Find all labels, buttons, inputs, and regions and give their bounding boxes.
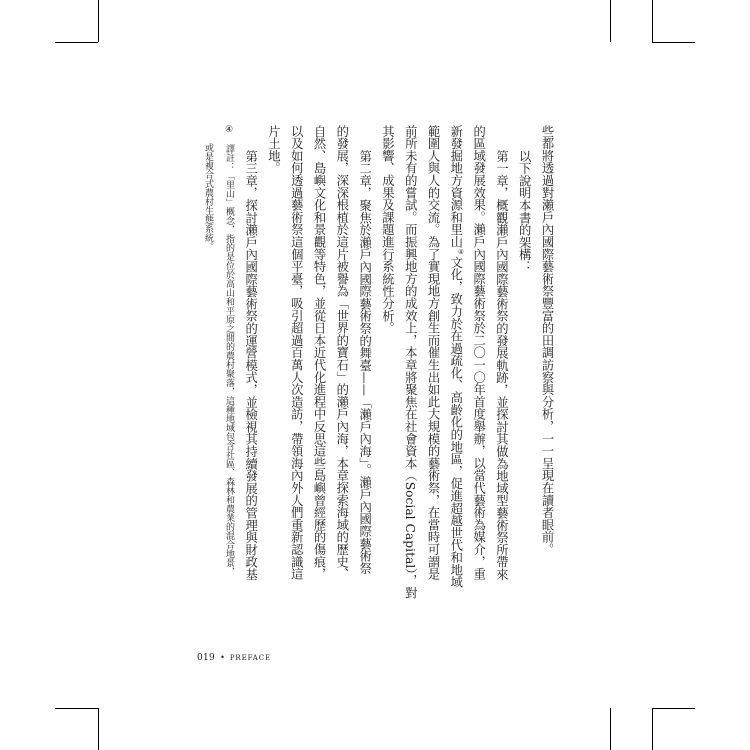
crop-mark bbox=[98, 0, 99, 42]
text-column: 其影響、成果及課題進行系統性分析。 bbox=[380, 125, 395, 335]
crop-mark bbox=[652, 708, 653, 750]
footnote bbox=[197, 125, 239, 605]
crop-mark bbox=[55, 708, 98, 709]
text-column: 第三章，探討瀨戶內國際藝術祭的運營模式，並檢視其持續發展的管理與財政基 bbox=[243, 149, 258, 581]
text-column: 第一章，概觀瀨戶內國際藝術祭的發展軌跡，並探討其做為地域型藝術祭所帶來 bbox=[494, 149, 509, 581]
text-column bbox=[444, 125, 467, 605]
footnote-column bbox=[218, 125, 239, 605]
text-column: 自然、島嶼文化和景觀等特色，並從日本近代化進程中反思這些島嶼曾經歷的傷痕， bbox=[312, 125, 327, 581]
text-column: 片土地。 bbox=[266, 125, 281, 175]
crop-mark bbox=[610, 708, 611, 750]
paragraph bbox=[535, 125, 558, 605]
paragraph-chapter-2 bbox=[262, 125, 376, 605]
text-column: 些都將透過對瀨戶內國際藝術祭豐富的田調訪察與分析，一一呈現在讀者眼前。 bbox=[540, 125, 554, 556]
crop-mark bbox=[652, 0, 653, 42]
crop-mark bbox=[98, 708, 99, 750]
text-column: 以下說明本書的架構： bbox=[517, 149, 532, 273]
text-column: 第二章，聚焦於瀨戶內國際藝術祭的舞臺——「瀨戶內海」。瀨戶內國際藝術祭 bbox=[357, 149, 372, 574]
paragraph-chapter-1 bbox=[376, 125, 513, 605]
text-column: 範圍人與人的交流。為了實現地方創生而催生出如此大規模的藝術祭，在當時可謂是 bbox=[426, 125, 441, 581]
section-title: PREFACE bbox=[229, 654, 271, 662]
paragraph-chapter-3 bbox=[239, 125, 262, 605]
text-segment: 文化，致力於在過疏化、高齡化的地區，促進超越世代和地域 bbox=[448, 256, 463, 589]
footnote-column: 或是複合式農村生態系統。 bbox=[203, 143, 213, 251]
page-number: 019 bbox=[197, 653, 216, 663]
text-segment: 新發掘地方資源和里山 bbox=[448, 125, 463, 248]
running-footer bbox=[197, 649, 271, 664]
text-column: 以及如何透過藝術祭這個平臺，吸引超過百萬人次造訪，帶領海內外人們重新認識這 bbox=[289, 125, 304, 581]
body-text bbox=[239, 125, 558, 605]
paragraph bbox=[512, 125, 535, 605]
crop-mark bbox=[55, 42, 98, 43]
text-column: 前所未有的嘗試。而振興地方的成效上，本章將聚焦在社會資本（Social Capital），對 bbox=[403, 125, 418, 600]
footnote-text: 譯註：「里山」概念，指的是位於高山和平原之間的農村聚落，這種地域包含社區、森林和農業的混合地景， bbox=[224, 144, 234, 576]
crop-mark bbox=[652, 708, 695, 709]
crop-mark bbox=[652, 42, 695, 43]
footnote-marker: ④ bbox=[224, 125, 234, 135]
text-column: 的區域發展效果。瀨戶內國際藝術祭於二〇一〇年首度舉辦，以當代藝術為媒介，重 bbox=[471, 125, 486, 581]
text-column: 的發展，深深根植於這片被譽為「世界的寶石」的瀨戶內海，本章探索海域的歷史、 bbox=[334, 125, 349, 581]
crop-mark bbox=[610, 0, 611, 42]
footnote-reference: ④ bbox=[456, 248, 465, 256]
footer-separator: • bbox=[220, 653, 225, 662]
